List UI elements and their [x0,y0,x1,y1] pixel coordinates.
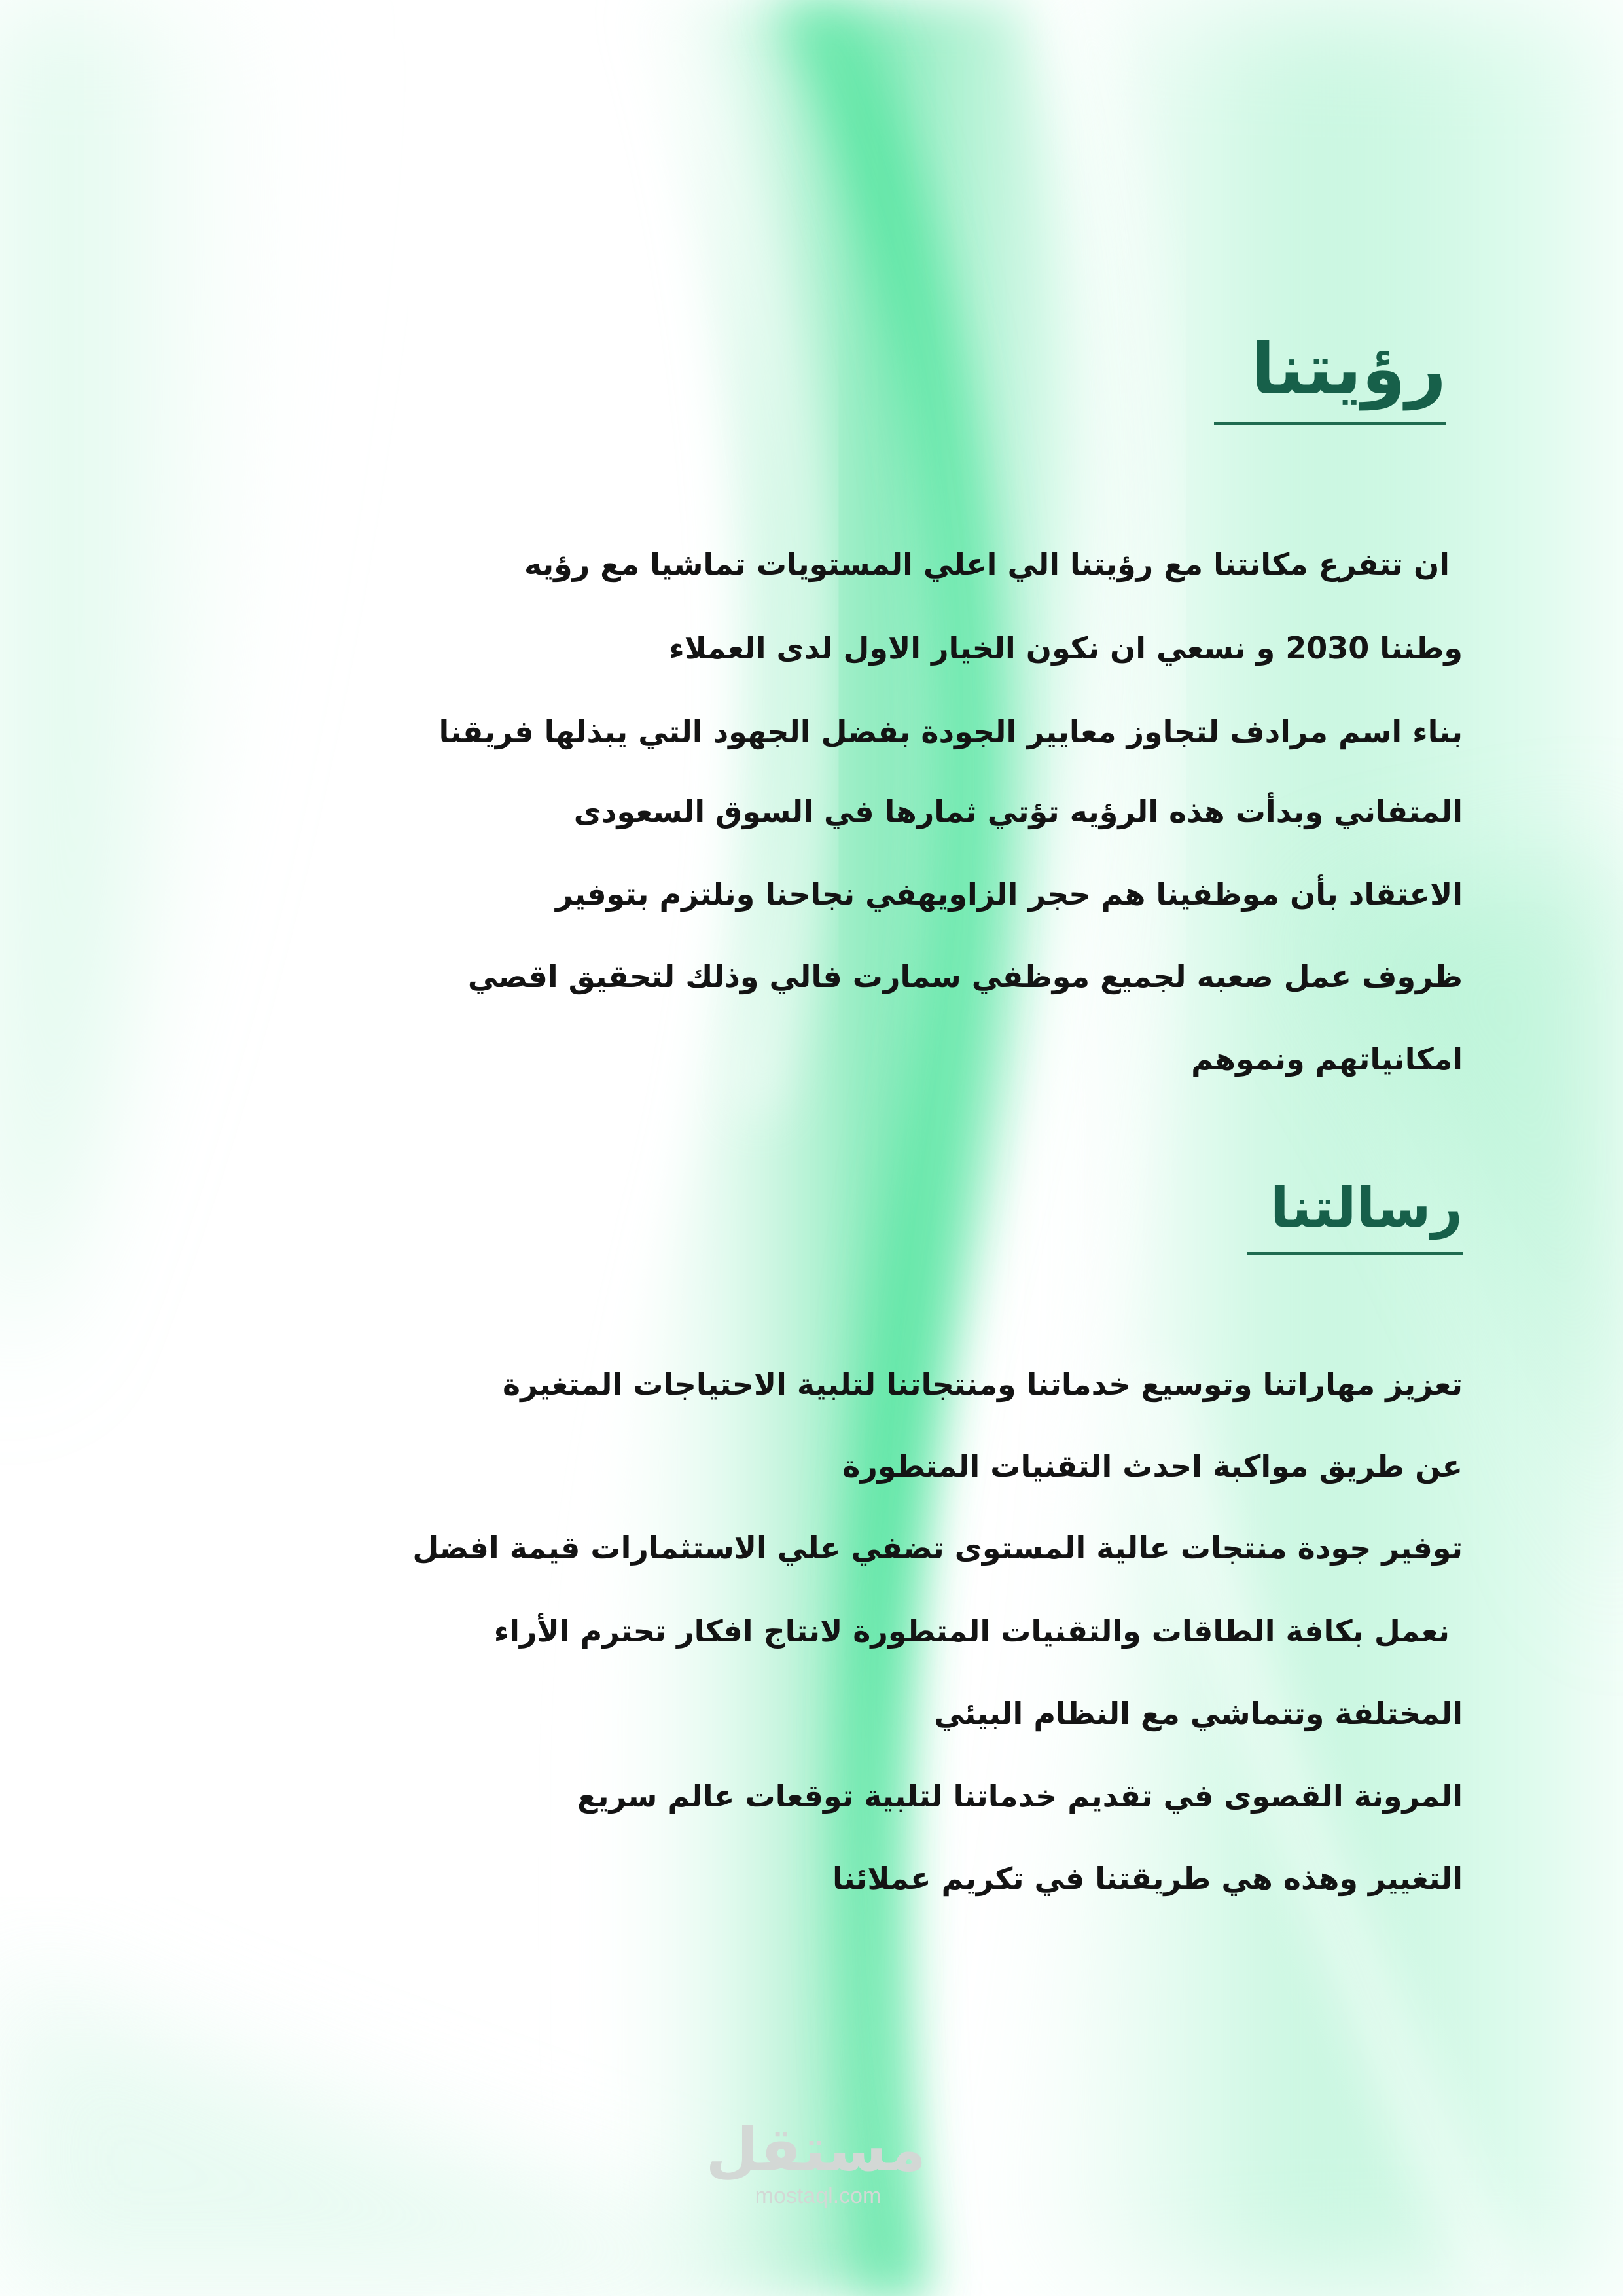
mission-line: عن طريق مواكبة احدث التقنيات المتطورة [842,1448,1463,1484]
vision-line: بناء اسم مرادف لتجاوز معايير الجودة بفضل الجهود التي يبذلها فريقنا [438,714,1463,749]
mission-line: تعزيز مهاراتنا وتوسيع خدماتنا ومنتجاتنا لتلبية الاحتياجات المتغيرة [503,1367,1463,1402]
mission-line: توفير جودة منتجات عالية المستوى تضفي علي الاستثمارات قيمة افضل [412,1530,1463,1566]
vision-line: وطننا 2030 و نسعي ان نكون الخيار الاول لدى العملاء [669,630,1463,666]
mission-line: نعمل بكافة الطاقات والتقنيات المتطورة لانتاج افكار تحترم الأراء [493,1613,1450,1649]
vision-title: رؤيتنا [1251,329,1446,410]
mostaql-watermark [705,2115,926,2209]
vision-line: امكانياتهم ونموهم [1191,1041,1463,1077]
mission-title: رسالتنا [1270,1175,1463,1240]
mission-line: المختلفة وتتماشي مع النظام البيئي [934,1696,1463,1731]
mission-line: المرونة القصوى في تقديم خدماتنا لتلبية توقعات عالم سريع [577,1778,1463,1814]
mission-title-underline [1247,1252,1463,1255]
vision-line: المتفاني وبدأت هذه الرؤيه تؤتي ثمارها في السوق السعودى [573,794,1463,829]
mission-line: التغيير وهذه هي طريقتنا في تكريم عملائنا [832,1861,1463,1896]
vision-line: ظروف عمل صعبه لجميع موظفي سمارت فالي وذلك لتحقيق اقصي [467,959,1463,994]
vision-title-underline [1214,422,1446,425]
vision-line: الاعتقاد بأن موظفينا هم حجر الزاويهفي نجاحنا ونلتزم بتوفير [556,876,1463,912]
watermark-url: mostaql.com [755,2183,882,2208]
vision-line: ان تتفرع مكانتنا مع رؤيتنا الي اعلي المستويات تماشيا مع رؤيه [524,547,1450,582]
watermark-logo-text: مستقل [705,2115,926,2185]
